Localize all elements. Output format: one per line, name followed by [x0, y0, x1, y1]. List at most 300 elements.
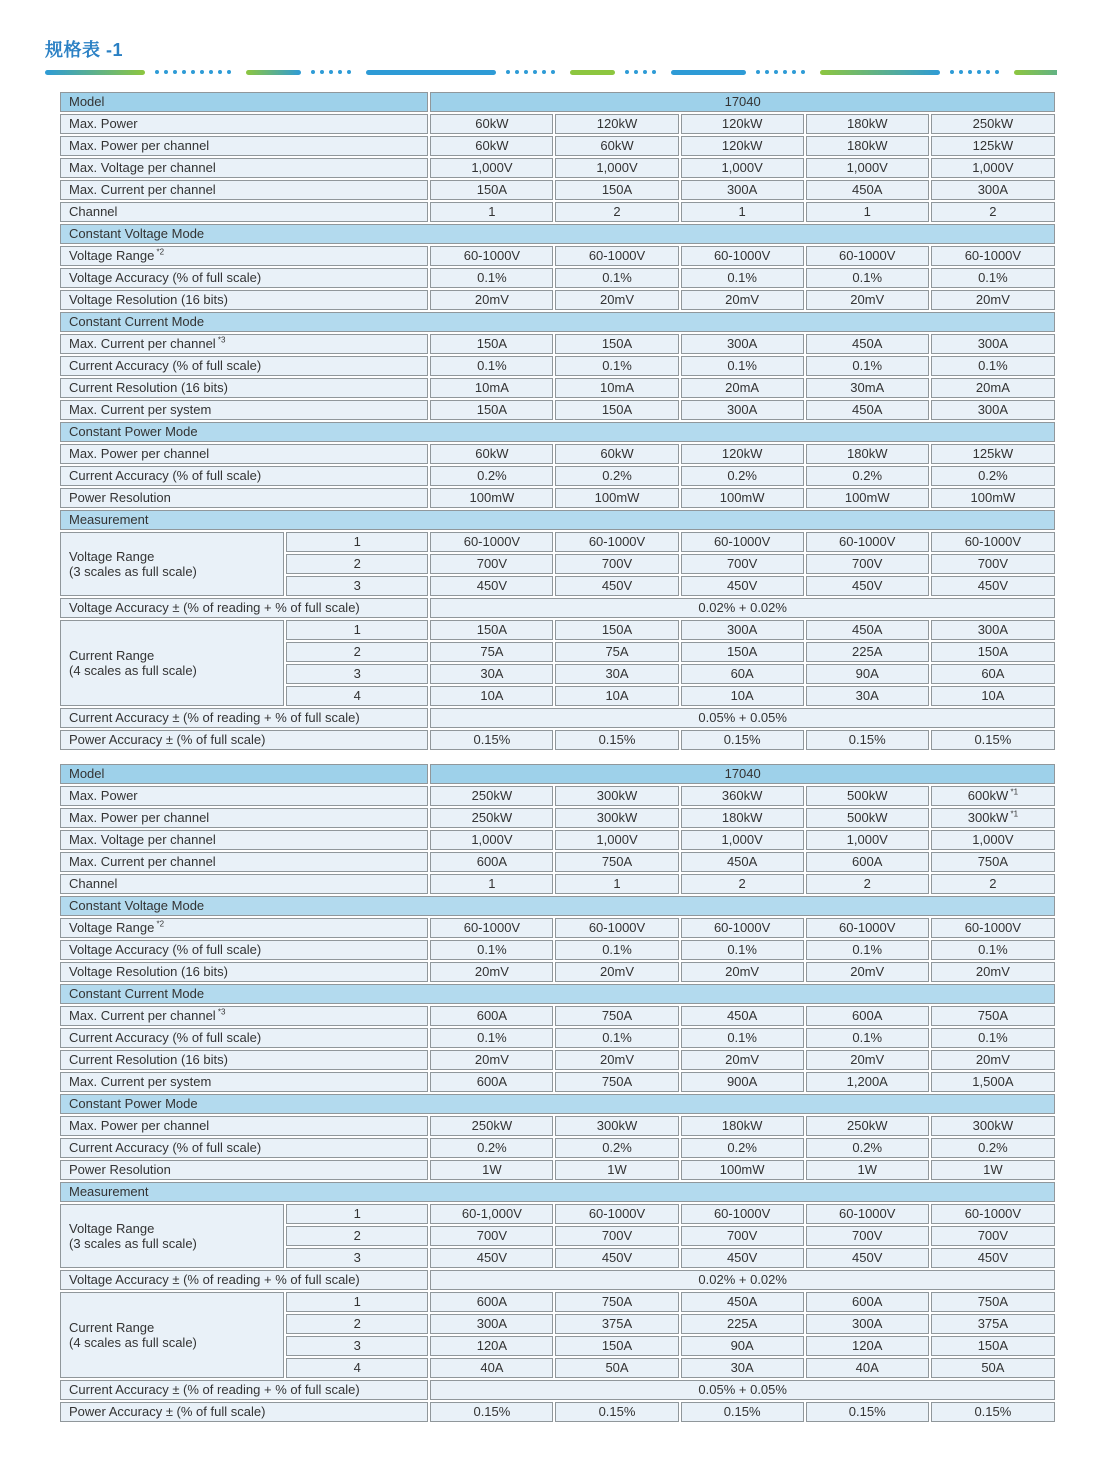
spec-row-label	[60, 378, 428, 398]
spec-value-text: 150A	[977, 1338, 1009, 1353]
section-header	[60, 1094, 1055, 1114]
spec-value-text: 450V	[601, 1250, 633, 1265]
spec-value-text: 20mV	[725, 292, 760, 307]
spec-value	[555, 268, 678, 288]
spec-value	[681, 620, 804, 640]
spec-value	[555, 852, 678, 872]
spec-value	[430, 576, 553, 596]
spec-row-label-text: Max. Power per channel	[69, 446, 210, 461]
section-header	[60, 510, 1055, 530]
spec-value	[430, 180, 553, 200]
spec-value	[555, 180, 678, 200]
spec-value-text: 700V	[601, 556, 633, 571]
spec-value	[555, 1006, 678, 1026]
spec-value	[806, 488, 929, 508]
spec-value-text: 300kW	[596, 788, 638, 803]
spec-value	[430, 158, 553, 178]
spec-value-text: 30mA	[850, 380, 885, 395]
spec-row-label	[60, 1050, 428, 1070]
spec-value-text: 0.15%	[598, 1404, 636, 1419]
spec-row-label-text: Max. Power per channel	[69, 810, 210, 825]
spec-value	[806, 1292, 929, 1312]
spec-value-text: 20mV	[850, 1052, 885, 1067]
spec-row	[60, 114, 1055, 134]
spec-value	[430, 730, 553, 750]
spec-value-text: 30A	[730, 1360, 754, 1375]
spec-value	[806, 1050, 929, 1070]
spec-row-label	[60, 1402, 428, 1422]
spec-span-row	[60, 1380, 1055, 1400]
separator-dot	[792, 70, 796, 74]
spec-value-text: 300kW	[596, 1118, 638, 1133]
spec-value-text: 0.1%	[602, 942, 632, 957]
spec-value	[681, 786, 804, 806]
scale-row	[60, 1204, 1055, 1224]
spec-value-text: 150A	[977, 644, 1009, 659]
spec-value	[555, 1358, 678, 1378]
scale-index	[286, 532, 428, 552]
spec-value	[806, 1138, 929, 1158]
separator-bar	[1014, 70, 1057, 75]
spec-value-text: 750A	[601, 1008, 633, 1023]
spec-value-text: 100mW	[719, 490, 765, 505]
spec-value-text: 90A	[855, 666, 879, 681]
spec-value	[931, 444, 1055, 464]
separator-dot	[551, 70, 555, 74]
spec-value-text: 0.1%	[978, 942, 1008, 957]
spec-value-text: 180kW	[847, 446, 888, 461]
spec-value	[430, 1336, 553, 1356]
spec-value	[555, 444, 678, 464]
scale-index	[286, 1248, 428, 1268]
spec-value-text: 120kW	[721, 116, 763, 131]
scale-index	[286, 620, 428, 640]
separator-bar	[570, 70, 615, 75]
scale-index-text: 2	[353, 644, 361, 659]
spec-value	[430, 1358, 553, 1378]
spec-row-label-text: Voltage Resolution (16 bits)	[69, 964, 228, 979]
spec-value-text: 700V	[476, 556, 508, 571]
scale-index-text: 3	[353, 1250, 361, 1265]
spec-row-label	[60, 918, 428, 938]
spec-value-text: 0.15%	[598, 732, 636, 747]
scale-index	[286, 1204, 428, 1224]
spec-value-text: 750A	[977, 854, 1009, 869]
spec-value	[430, 1226, 553, 1246]
group-row-label-text: Voltage Range	[69, 1221, 155, 1236]
group-row-label-text: Current Range	[69, 1320, 155, 1335]
spec-value	[430, 466, 553, 486]
spec-value-text: 60-1000V	[964, 248, 1022, 263]
spec-row-label-text: Current Accuracy (% of full scale)	[69, 358, 262, 373]
section-header	[60, 896, 1055, 916]
spec-value-text: 900A	[726, 1074, 758, 1089]
spec-value-text: 300kW	[596, 810, 638, 825]
spec-row-label	[60, 444, 428, 464]
spec-value	[806, 202, 929, 222]
spec-value	[681, 1248, 804, 1268]
spec-value	[555, 1204, 678, 1224]
spec-value	[681, 1292, 804, 1312]
spec-value	[430, 664, 553, 684]
spec-row-label	[60, 808, 428, 828]
spec-value-text: 0.2%	[727, 468, 757, 483]
spec-value	[555, 786, 678, 806]
spec-value	[931, 400, 1055, 420]
spec-value	[806, 1072, 929, 1092]
spec-span-row	[60, 1270, 1055, 1290]
spec-row-label-text: Channel	[69, 204, 118, 219]
spec-value-text: 60kW	[475, 138, 509, 153]
spec-value	[430, 378, 553, 398]
spec-value-text: 300kW	[972, 1118, 1014, 1133]
spec-value	[681, 1138, 804, 1158]
separator-dot	[643, 70, 647, 74]
spec-value-text: 450A	[852, 336, 883, 351]
footnote-marker: *3	[215, 1007, 226, 1017]
spec-value	[555, 378, 678, 398]
spec-value	[681, 1336, 804, 1356]
spec-value	[931, 830, 1055, 850]
spec-value-text: 20mV	[600, 1052, 634, 1067]
spec-row	[60, 290, 1055, 310]
separator-dot	[634, 70, 638, 74]
model-value-text: 17040	[724, 766, 761, 781]
spec-row-label	[60, 852, 428, 872]
section-header-text: Constant Voltage Mode	[69, 898, 205, 913]
spec-value	[931, 1226, 1055, 1246]
group-row-label-text: Voltage Range	[69, 549, 155, 564]
spec-value	[681, 664, 804, 684]
spec-value-text: 360kW	[721, 788, 763, 803]
spec-span-value-text: 0.05% + 0.05%	[698, 1382, 787, 1397]
separator-dots	[155, 70, 236, 74]
spec-value	[430, 808, 553, 828]
spec-row-label	[60, 940, 428, 960]
spec-value-text: 180kW	[721, 810, 763, 825]
spec-value-text: 1,200A	[846, 1074, 888, 1089]
spec-value-text: 250kW	[471, 788, 513, 803]
spec-value-text: 375A	[977, 1316, 1009, 1331]
spec-value	[806, 290, 929, 310]
spec-value-text: 20mV	[850, 292, 885, 307]
spec-value	[555, 940, 678, 960]
spec-value-text: 0.1%	[727, 270, 757, 285]
spec-row-label-text: Power Resolution	[69, 1162, 171, 1177]
separator-dot	[311, 70, 315, 74]
spec-value	[681, 158, 804, 178]
spec-value	[555, 642, 678, 662]
section-header-text: Constant Voltage Mode	[69, 226, 205, 241]
spec-value	[931, 874, 1055, 894]
spec-value	[931, 852, 1055, 872]
spec-value	[806, 620, 929, 640]
spec-value	[430, 202, 553, 222]
spec-value	[430, 488, 553, 508]
spec-row-label	[60, 290, 428, 310]
spec-span-value	[430, 708, 1055, 728]
scale-row	[60, 620, 1055, 640]
spec-value-text: 60-1000V	[463, 920, 521, 935]
spec-value	[806, 830, 929, 850]
spec-value	[555, 246, 678, 266]
spec-value-text: 750A	[601, 1294, 633, 1309]
spec-row	[60, 830, 1055, 850]
spec-row-label-text: Max. Power per channel	[69, 138, 210, 153]
spec-row-label	[60, 1138, 428, 1158]
spec-value-text: 700V	[726, 556, 758, 571]
spec-row-label-text: Max. Current per system	[69, 1074, 212, 1089]
spec-row-label	[60, 730, 428, 750]
spec-span-row	[60, 708, 1055, 728]
spec-value	[555, 554, 678, 574]
spec-value	[806, 664, 929, 684]
spec-value	[931, 686, 1055, 706]
spec-value-text: 60-1000V	[463, 248, 521, 263]
scale-index	[286, 1358, 428, 1378]
spec-value-text: 1,000V	[972, 832, 1014, 847]
spec-value-text: 0.15%	[974, 732, 1012, 747]
spec-value	[430, 532, 553, 552]
spec-value	[555, 1116, 678, 1136]
spec-value	[931, 1072, 1055, 1092]
section-header	[60, 1182, 1055, 1202]
separator-dot	[173, 70, 177, 74]
spec-value-text: 450V	[726, 578, 758, 593]
spec-value-text: 700V	[977, 556, 1009, 571]
spec-value-text: 450V	[476, 1250, 508, 1265]
spec-value-text: 10mA	[600, 380, 634, 395]
spec-value	[430, 1072, 553, 1092]
decorative-separator	[45, 69, 1057, 75]
spec-value-text: 300A	[977, 336, 1009, 351]
spec-value	[931, 576, 1055, 596]
separator-dot	[774, 70, 778, 74]
scale-index	[286, 642, 428, 662]
spec-value	[430, 830, 553, 850]
scale-index	[286, 1314, 428, 1334]
spec-value-text: 150A	[601, 1338, 633, 1353]
spec-value	[430, 1116, 553, 1136]
spec-value	[430, 136, 553, 156]
separator-bar	[246, 70, 301, 75]
spec-row-label-text: Max. Power per channel	[69, 1118, 210, 1133]
spec-row-label	[60, 466, 428, 486]
spec-value	[681, 642, 804, 662]
spec-value	[931, 246, 1055, 266]
spec-row	[60, 962, 1055, 982]
spec-value	[681, 1226, 804, 1246]
spec-row-label-text: Voltage Accuracy (% of full scale)	[69, 270, 262, 285]
separator-dot	[977, 70, 981, 74]
spec-value	[681, 290, 804, 310]
spec-value-text: 0.2%	[978, 468, 1008, 483]
spec-value-text: 300A	[726, 336, 758, 351]
spec-value	[681, 1028, 804, 1048]
spec-value-text: 1,500A	[972, 1074, 1014, 1089]
separator-dots	[311, 70, 356, 74]
spec-row-label-text: Voltage Accuracy (% of full scale)	[69, 942, 262, 957]
spec-row-label-text: Max. Current per channel	[69, 182, 216, 197]
spec-value	[806, 136, 929, 156]
spec-value-text: 1	[488, 204, 496, 219]
spec-span-value-text: 0.05% + 0.05%	[698, 710, 787, 725]
spec-value-text: 0.2%	[978, 1140, 1008, 1155]
section-header-text: Measurement	[69, 512, 149, 527]
spec-value-text: 60A	[730, 666, 754, 681]
spec-value-text: 2	[613, 204, 621, 219]
spec-value	[931, 334, 1055, 354]
spec-row	[60, 852, 1055, 872]
spec-value-text: 300A	[977, 402, 1009, 417]
spec-row	[60, 1006, 1055, 1026]
spec-value	[555, 808, 678, 828]
spec-value	[430, 1138, 553, 1158]
spec-value	[555, 1072, 678, 1092]
separator-bar	[45, 70, 145, 75]
spec-value	[931, 642, 1055, 662]
spec-value	[430, 940, 553, 960]
spec-value	[806, 1006, 929, 1026]
scale-index-text: 3	[353, 1338, 361, 1353]
spec-value-text: 700V	[726, 1228, 758, 1243]
separator-dot	[338, 70, 342, 74]
spec-value-text: 700V	[977, 1228, 1009, 1243]
spec-value	[931, 180, 1055, 200]
spec-value-text: 60-1,000V	[461, 1206, 522, 1221]
separator-dot	[515, 70, 519, 74]
spec-value	[681, 180, 804, 200]
section-header-text: Constant Power Mode	[69, 1096, 198, 1111]
spec-value-text: 30A	[480, 666, 504, 681]
separator-dot	[218, 70, 222, 74]
spec-value-text: 1	[488, 876, 496, 891]
scale-index-text: 2	[353, 556, 361, 571]
spec-row	[60, 334, 1055, 354]
spec-value-text: 10A	[981, 688, 1005, 703]
scale-row	[60, 532, 1055, 552]
spec-value-text: 0.1%	[852, 942, 883, 957]
spec-value	[430, 786, 553, 806]
spec-row	[60, 180, 1055, 200]
spec-row-label	[60, 136, 428, 156]
spec-row	[60, 356, 1055, 376]
spec-row-label	[60, 1072, 428, 1092]
spec-value-text: 0.15%	[848, 1404, 886, 1419]
spec-value	[931, 1050, 1055, 1070]
spec-value-text: 125kW	[972, 138, 1014, 153]
spec-row	[60, 400, 1055, 420]
spec-value	[806, 686, 929, 706]
spec-value-text: 1,000V	[596, 160, 638, 175]
spec-value-text: 60-1000V	[839, 534, 896, 549]
spec-value	[430, 874, 553, 894]
separator-dot	[995, 70, 999, 74]
scale-index	[286, 1292, 428, 1312]
scale-index	[286, 1226, 428, 1246]
spec-value-text: 0.15%	[723, 1404, 761, 1419]
spec-value-text: 250kW	[471, 810, 513, 825]
section-row	[60, 224, 1055, 244]
spec-value	[931, 356, 1055, 376]
spec-value-text: 60-1000V	[588, 248, 646, 263]
spec-row	[60, 444, 1055, 464]
spec-value-text: 60-1000V	[839, 248, 896, 263]
spec-value-text: 1,000V	[846, 832, 888, 847]
spec-value	[931, 1160, 1055, 1180]
spec-row	[60, 1116, 1055, 1136]
spec-value-text: 450A	[726, 1008, 758, 1023]
separator-dot	[756, 70, 760, 74]
spec-row-label	[60, 268, 428, 288]
separator-dot	[950, 70, 954, 74]
spec-value-text: 40A	[480, 1360, 504, 1375]
spec-value	[931, 1314, 1055, 1334]
spec-value-text: 20mV	[975, 1052, 1010, 1067]
group-row-sublabel-text: (3 scales as full scale)	[69, 564, 197, 579]
spec-value-text: 1W	[857, 1162, 877, 1177]
spec-value-text: 250kW	[847, 1118, 888, 1133]
spec-value	[806, 852, 929, 872]
spec-table-1	[58, 90, 1057, 752]
spec-row-label-text: Voltage Range	[69, 248, 155, 263]
spec-value	[681, 466, 804, 486]
spec-value	[555, 1292, 678, 1312]
spec-value-text: 20mV	[975, 964, 1010, 979]
spec-value-text: 600A	[852, 854, 883, 869]
spec-value-text: 1W	[482, 1162, 502, 1177]
spec-value-text: 150A	[726, 644, 758, 659]
separator-dot	[347, 70, 351, 74]
spec-span-value	[430, 1270, 1055, 1290]
spec-value	[430, 290, 553, 310]
spec-value-text: 10A	[480, 688, 504, 703]
spec-value-text: 1	[863, 204, 871, 219]
spec-row-label	[60, 1380, 428, 1400]
spec-row-label-text: Power Accuracy ± (% of full scale)	[69, 1404, 266, 1419]
separator-dots	[506, 70, 560, 74]
spec-value-text: 250kW	[972, 116, 1014, 131]
spec-value	[555, 202, 678, 222]
spec-row-label-text: Current Accuracy (% of full scale)	[69, 1030, 262, 1045]
spec-row-label-text: Max. Current per channel	[69, 336, 216, 351]
separator-dot	[164, 70, 168, 74]
spec-span-row	[60, 598, 1055, 618]
spec-span-value	[430, 598, 1055, 618]
spec-value-text: 300A	[726, 402, 758, 417]
spec-value	[555, 1402, 678, 1422]
spec-value	[430, 246, 553, 266]
model-row	[60, 92, 1055, 112]
spec-value	[555, 532, 678, 552]
footnote-marker: *3	[215, 335, 226, 345]
spec-value	[555, 1336, 678, 1356]
spec-value	[555, 918, 678, 938]
spec-value-text: 40A	[855, 1360, 879, 1375]
group-row-label	[60, 620, 284, 706]
spec-value-text: 700V	[601, 1228, 633, 1243]
spec-value	[806, 444, 929, 464]
spec-value	[681, 1072, 804, 1092]
spec-value	[806, 532, 929, 552]
spec-row-label	[60, 202, 428, 222]
separator-dot	[968, 70, 972, 74]
section-row	[60, 896, 1055, 916]
spec-value	[806, 334, 929, 354]
spec-value-text: 20mV	[850, 964, 885, 979]
spec-value	[681, 1314, 804, 1334]
spec-value-text: 75A	[605, 644, 629, 659]
